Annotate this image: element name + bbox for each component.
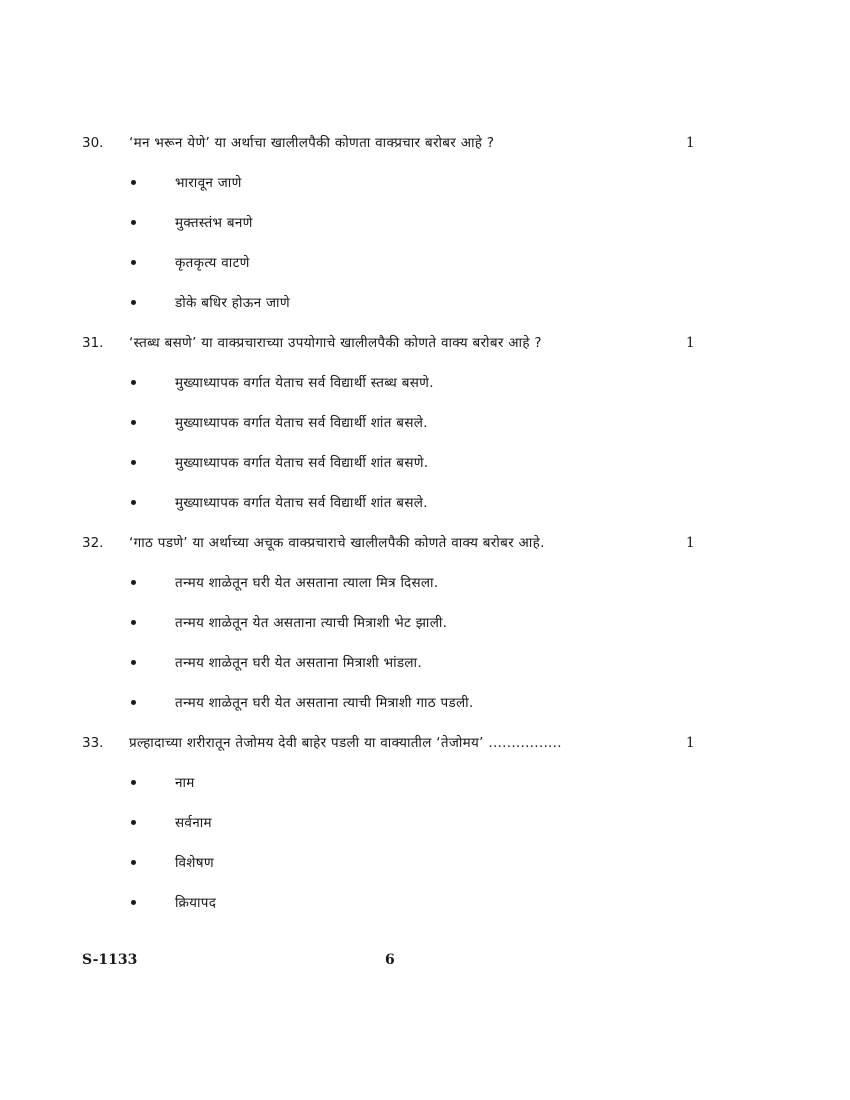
bullet-icon <box>131 660 136 665</box>
question-marks: 1 <box>686 535 695 551</box>
option-text: तन्मय शाळेतून घरी येत असताना मित्राशी भांडला. <box>175 655 422 671</box>
option-item <box>82 371 702 411</box>
option-item <box>82 611 702 651</box>
question-33 <box>82 731 702 931</box>
option-text: तन्मय शाळेतून घरी येत असताना त्याला मित्र दिसला. <box>175 575 439 591</box>
option-item <box>82 171 702 211</box>
option-text: मुख्याध्यापक वर्गात येताच सर्व विद्यार्थी शांत बसणे. <box>175 455 429 471</box>
bullet-icon <box>131 780 136 785</box>
paper-code: S-1133 <box>82 952 138 968</box>
option-text: तन्मय शाळेतून येत असताना त्याची मित्राशी भेट झाली. <box>175 615 448 631</box>
bullet-icon <box>131 620 136 625</box>
bullet-icon <box>131 380 136 385</box>
option-item <box>82 451 702 491</box>
question-text: ‘स्तब्ध बसणे’ या वाक्प्रचाराच्या उपयोगाचे खालीलपैकी कोणते वाक्य बरोबर आहे ? <box>129 335 542 351</box>
question-marks: 1 <box>686 135 695 151</box>
option-list <box>82 571 702 731</box>
option-text: डोके बधिर होऊन जाणे <box>175 295 290 311</box>
option-text: मुख्याध्यापक वर्गात येताच सर्व विद्यार्थी शांत बसले. <box>175 415 428 431</box>
option-item <box>82 251 702 291</box>
bullet-icon <box>131 500 136 505</box>
question-number: 33. <box>82 735 104 751</box>
question-number: 31. <box>82 335 104 351</box>
bullet-icon <box>131 260 136 265</box>
bullet-icon <box>131 420 136 425</box>
option-item <box>82 851 702 891</box>
option-item <box>82 811 702 851</box>
question-31 <box>82 331 702 531</box>
bullet-icon <box>131 860 136 865</box>
option-text: मुख्याध्यापक वर्गात येताच सर्व विद्यार्थी शांत बसले. <box>175 495 428 511</box>
option-item <box>82 291 702 331</box>
page-number: 6 <box>385 952 395 968</box>
question-30 <box>82 131 702 331</box>
option-item <box>82 771 702 811</box>
question-text: ‘मन भरून येणे’ या अर्थाचा खालीलपैकी कोणता वाक्प्रचार बरोबर आहे ? <box>129 135 495 151</box>
option-text: मुक्तस्तंभ बनणे <box>175 215 253 231</box>
question-text: ‘गाठ पडणे’ या अर्थाच्या अचूक वाक्प्रचाराचे खालीलपैकी कोणते वाक्य बरोबर आहे. <box>129 535 545 551</box>
option-text: क्रियापद <box>175 895 217 911</box>
option-list <box>82 771 702 931</box>
question-header <box>82 331 702 355</box>
option-item <box>82 651 702 691</box>
option-text: मुख्याध्यापक वर्गात येताच सर्व विद्यार्थी स्तब्ध बसणे. <box>175 375 434 391</box>
question-text: प्रल्हादाच्या शरीरातून तेजोमय देवी बाहेर पडली या वाक्यातील ‘तेजोमय’ ................ <box>129 735 562 751</box>
option-item <box>82 691 702 731</box>
option-list <box>82 171 702 331</box>
option-list <box>82 371 702 531</box>
option-item <box>82 891 702 931</box>
bullet-icon <box>131 220 136 225</box>
option-text: सर्वनाम <box>175 815 212 831</box>
bullet-icon <box>131 460 136 465</box>
option-text: नाम <box>175 775 195 791</box>
option-text: कृतकृत्य वाटणे <box>175 255 250 271</box>
question-number: 30. <box>82 135 104 151</box>
option-item <box>82 411 702 451</box>
question-32 <box>82 531 702 731</box>
option-item <box>82 571 702 611</box>
bullet-icon <box>131 700 136 705</box>
question-marks: 1 <box>686 735 695 751</box>
bullet-icon <box>131 820 136 825</box>
option-item <box>82 211 702 251</box>
option-item <box>82 491 702 531</box>
question-marks: 1 <box>686 335 695 351</box>
question-number: 32. <box>82 535 104 551</box>
bullet-icon <box>131 580 136 585</box>
option-text: विशेषण <box>175 855 214 871</box>
option-text: तन्मय शाळेतून घरी येत असताना त्याची मित्राशी गाठ पडली. <box>175 695 474 711</box>
bullet-icon <box>131 300 136 305</box>
bullet-icon <box>131 900 136 905</box>
question-header <box>82 131 702 155</box>
question-header <box>82 731 702 755</box>
question-header <box>82 531 702 555</box>
option-text: भारावून जाणे <box>175 175 242 191</box>
bullet-icon <box>131 180 136 185</box>
